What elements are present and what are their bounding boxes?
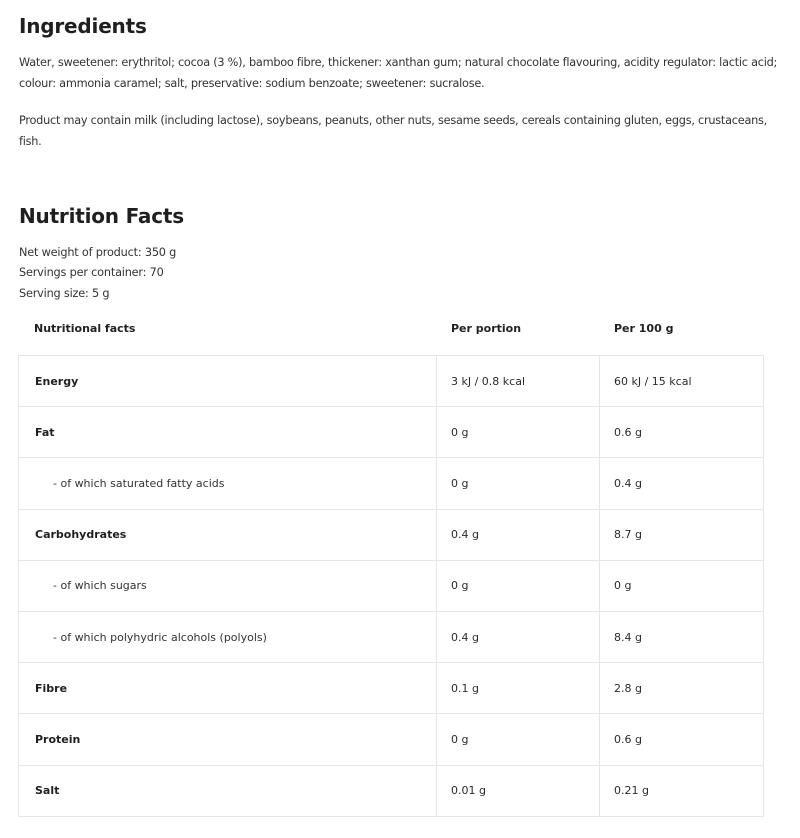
table-row xyxy=(19,509,764,560)
row-name: Protein xyxy=(19,714,437,765)
row-per-100g: 0.21 g xyxy=(600,765,764,816)
row-name: Energy xyxy=(19,356,437,407)
table-row xyxy=(19,560,764,611)
servings-per-container: Servings per container: 70 xyxy=(19,266,164,279)
row-per-portion: 0.4 g xyxy=(437,509,600,560)
row-per-portion: 0 g xyxy=(437,560,600,611)
nutrition-table xyxy=(18,355,764,817)
serving-size: Serving size: 5 g xyxy=(19,287,110,300)
row-name: Fibre xyxy=(19,663,437,714)
row-per-100g: 2.8 g xyxy=(600,663,764,714)
row-per-100g: 60 kJ / 15 kcal xyxy=(600,356,764,407)
net-weight: Net weight of product: 350 g xyxy=(19,246,177,259)
row-per-portion: 0 g xyxy=(437,714,600,765)
row-name: - of which sugars xyxy=(19,560,437,611)
column-header-name: Nutritional facts xyxy=(34,322,136,335)
table-row xyxy=(19,407,764,458)
ingredients-heading: Ingredients xyxy=(19,14,147,38)
row-per-100g: 8.4 g xyxy=(600,611,764,662)
nutrition-table-header xyxy=(34,322,764,338)
row-per-portion: 0 g xyxy=(437,458,600,509)
table-row xyxy=(19,714,764,765)
allergens-text: Product may contain milk (including lactose), soybeans, peanuts, other nuts, sesame seeds, cereals containing gluten, eggs, crustaceans, fish. xyxy=(19,114,768,148)
row-per-portion: 0 g xyxy=(437,407,600,458)
table-row xyxy=(19,611,764,662)
row-per-100g: 0.4 g xyxy=(600,458,764,509)
ingredients-text: Water, sweetener: erythritol; cocoa (3 %), bamboo fibre, thickener: xanthan gum; natural chocolate flavouring, acidity regulator: lactic acid; colour: ammonia caramel; salt, preservative: sodium benzoate; sweetener: sucralose. xyxy=(19,56,778,90)
row-name: Carbohydrates xyxy=(19,509,437,560)
table-row xyxy=(19,765,764,816)
row-per-portion: 0.1 g xyxy=(437,663,600,714)
row-name: - of which saturated fatty acids xyxy=(19,458,437,509)
table-row xyxy=(19,356,764,407)
row-per-portion: 3 kJ / 0.8 kcal xyxy=(437,356,600,407)
row-per-portion: 0.4 g xyxy=(437,611,600,662)
row-per-portion: 0.01 g xyxy=(437,765,600,816)
column-header-per-100g: Per 100 g xyxy=(614,322,674,335)
row-per-100g: 0.6 g xyxy=(600,407,764,458)
row-name: Fat xyxy=(19,407,437,458)
row-per-100g: 8.7 g xyxy=(600,509,764,560)
nutrition-heading: Nutrition Facts xyxy=(19,204,184,228)
table-row xyxy=(19,663,764,714)
table-row xyxy=(19,458,764,509)
row-per-100g: 0 g xyxy=(600,560,764,611)
row-name: - of which polyhydric alcohols (polyols) xyxy=(19,611,437,662)
row-per-100g: 0.6 g xyxy=(600,714,764,765)
column-header-per-portion: Per portion xyxy=(451,322,522,335)
row-name: Salt xyxy=(19,765,437,816)
